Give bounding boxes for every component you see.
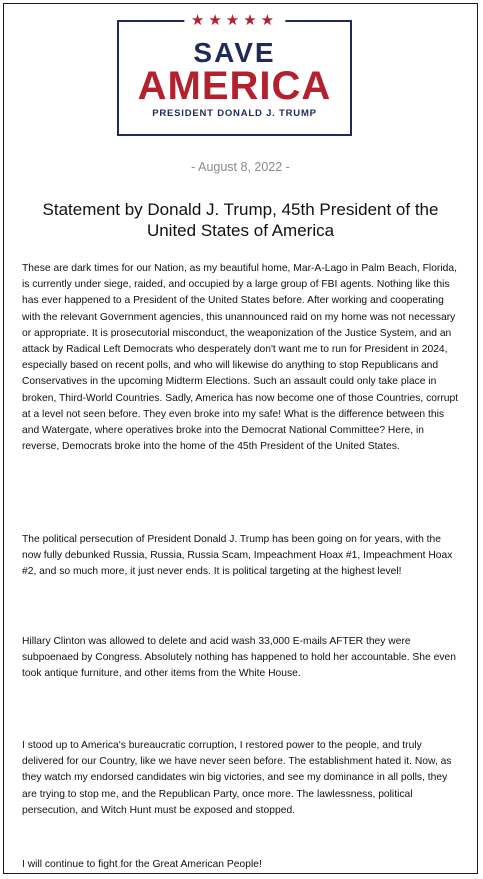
paragraph-5: I will continue to fight for the Great American People! — [22, 859, 262, 870]
statement-date: - August 8, 2022 - — [191, 160, 290, 174]
statement-page — [3, 3, 478, 874]
paragraph-4: I stood up to America's bureaucratic corruption, I restored power to the people, and truly delivered for our Country, like we have never seen before. The establishment hated it. Now, as they watch my endorsed candidates win big victories, and see my dominance in all polls, they are trying to stop me, and the Republican Party, once more. The lawlessness, political persecution, and Witch Hunt must be exposed and stopped. — [22, 740, 452, 816]
paragraph-3: Hillary Clinton was allowed to delete and acid wash 33,000 E-mails AFTER they were subpoenaed by Congress. Absolutely nothing has happened to hold her accountable. She even took antique furniture, and other items from the White House. — [22, 636, 456, 680]
logo-tagline: PRESIDENT DONALD J. TRUMP — [152, 108, 317, 119]
stars-icon: ★★★★★ — [184, 12, 285, 30]
paragraph-2: The political persecution of President Donald J. Trump has been going on for years, with the now fully debunked Russia, Russia, Russia Scam, Impeachment Hoax #1, Impeachment Hoax #2, and so much more, it just never ends. It is political targeting at the highest level! — [22, 534, 453, 578]
statement-title: Statement by Donald J. Trump, 45th President of the United States of America — [42, 200, 439, 240]
logo-america-text: AMERICA — [137, 64, 332, 108]
logo-save-text: SAVE — [193, 37, 276, 68]
paragraph-1: These are dark times for our Nation, as my beautiful home, Mar-A-Lago in Palm Beach, Florida, is currently under siege, raided, and occupied by a large group of FBI agents. Nothing like this has ever happened to a President of the United States before. After working and cooperating with the relevant Government agencies, this unannounced raid on my home was not necessary or appropriate. It is prosecutorial misconduct, the weaponization of the Justice System, and an attack by Radical Left Democrats who desperately don't want me to run for President in 2024, especially based on recent polls, and who will likewise do anything to stop Republicans and Conservatives in the upcoming Midterm Elections. Such an assault could only take place in broken, Third-World Countries. Sadly, America has now become one of those Countries, corrupt at a level not seen before. They even broke into my safe! What is the difference between this and Watergate, where operatives broke into the Democrat National Committee? Here, in reverse, Democrats broke into the home of the 45th President of the United States. — [22, 263, 459, 453]
save-america-logo — [117, 12, 352, 136]
